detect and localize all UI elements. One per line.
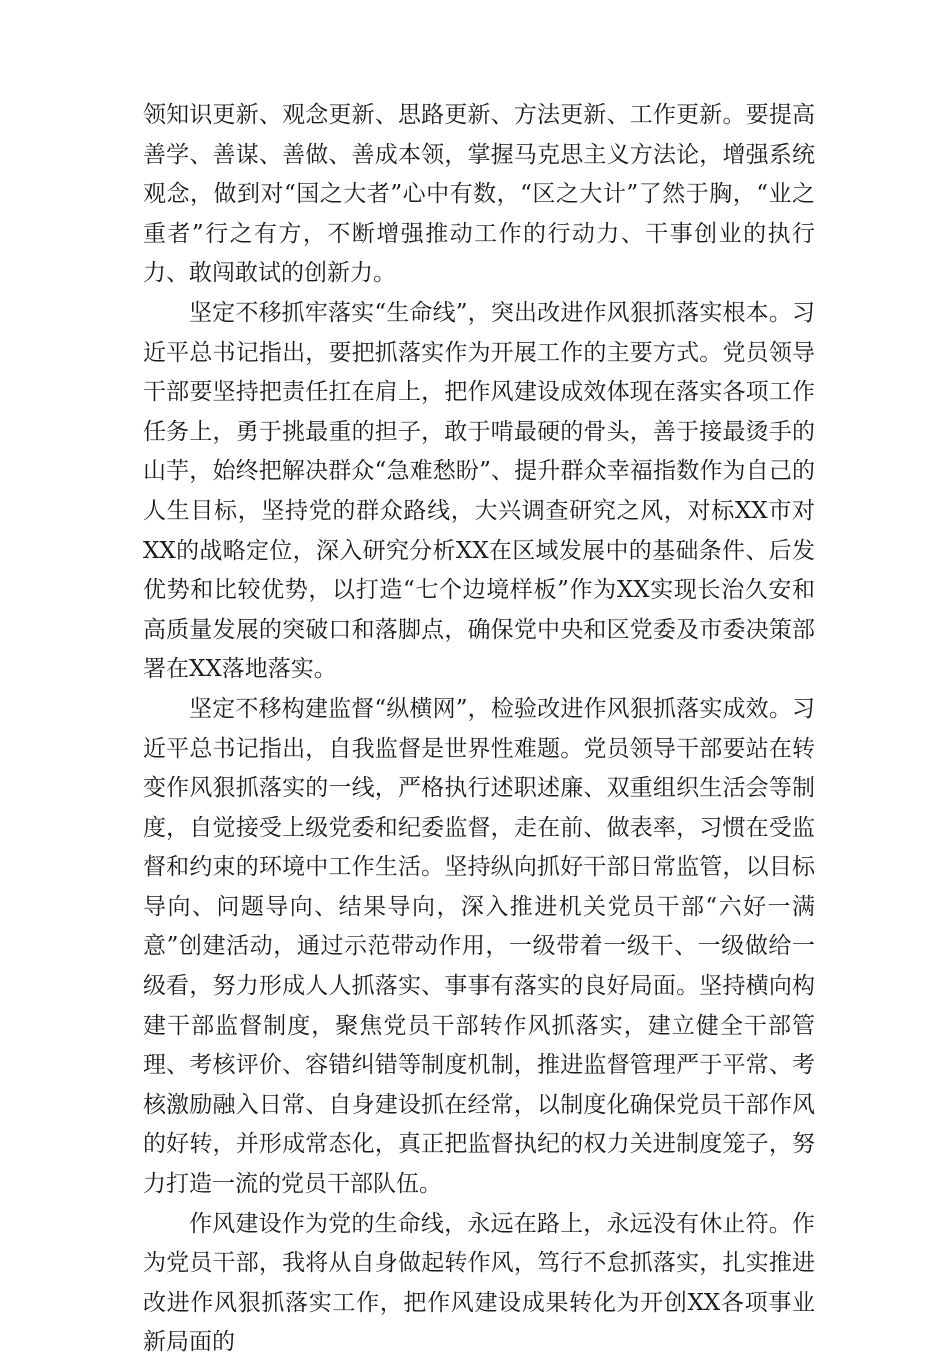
paragraph-supervision-network: 坚定不移构建监督“纵横网”，检验改进作风狠抓落实成效。习近平总书记指出，自我监督是世界性难题。党员领导干部要站在转变作风狠抓落实的一线，严格执行述职述廉、双重组织生活会等制度，自觉接受上级党委和纪委监督，走在前、做表率，习惯在受监督和约束的环境中工作生活。坚持纵向抓好干部日常监管，以目标导向、问题导向、结果导向，深入推进机关党员干部“六好一满意”创建活动，通过示范带动作用，一级带着一级干、一级做给一级看，努力形成人人抓落实、事事有落实的良好局面。坚持横向构建干部监督制度，聚焦党员干部转作风抓落实，建立健全干部管理、考核评价、容错纠错等制度机制，推进监督管理严于平常、考核激励融入日常、自身建设抓在经常，以制度化确保党员干部作风的好转，并形成常态化，真正把监督执纪的权力关进制度笼子，努力打造一流的党员干部队伍。 [143,695,815,1198]
paragraph-implementation-lifeline: 坚定不移抓牢落实“生命线”，突出改进作风狠抓落实根本。习近平总书记指出，要把抓落实作为开展工作的主要方式。党员领导干部要坚持把责任扛在肩上，把作风建设成效体现在落实各项工作任务上，勇于挑最重的担子，敢于啃最硬的骨头，善于接最烫手的山芋，始终把解决群众“急难愁盼”、提升群众幸福指数作为自己的人生目标，坚持党的群众路线，大兴调查研究之风，对标XX市对XX的战略定位，深入研究分析XX在区域发展中的基础条件、后发优势和比较优势，以打造“七个边境样板”作为XX实现长治久安和高质量发展的突破口和落脚点，确保党中央和区党委及市委决策部署在XX落地落实。 [143,299,815,683]
paragraph-conclusion: 作风建设作为党的生命线，永远在路上，永远没有休止符。作为党员干部，我将从自身做起转作风，笃行不怠抓落实，扎实推进改进作风狠抓落实工作，把作风建设成果转化为开创XX各项事业新局面的 [143,1210,815,1356]
paragraph-continuation: 领知识更新、观念更新、思路更新、方法更新、工作更新。要提高善学、善谋、善做、善成本领，掌握马克思主义方法论，增强系统观念，做到对“国之大者”心中有数，“区之大计”了然于胸，“业之重者”行之有方，不断增强推动工作的行动力、干事创业的执行力、敢闯敢试的创新力。 [143,102,815,287]
document-page [143,96,815,1363]
